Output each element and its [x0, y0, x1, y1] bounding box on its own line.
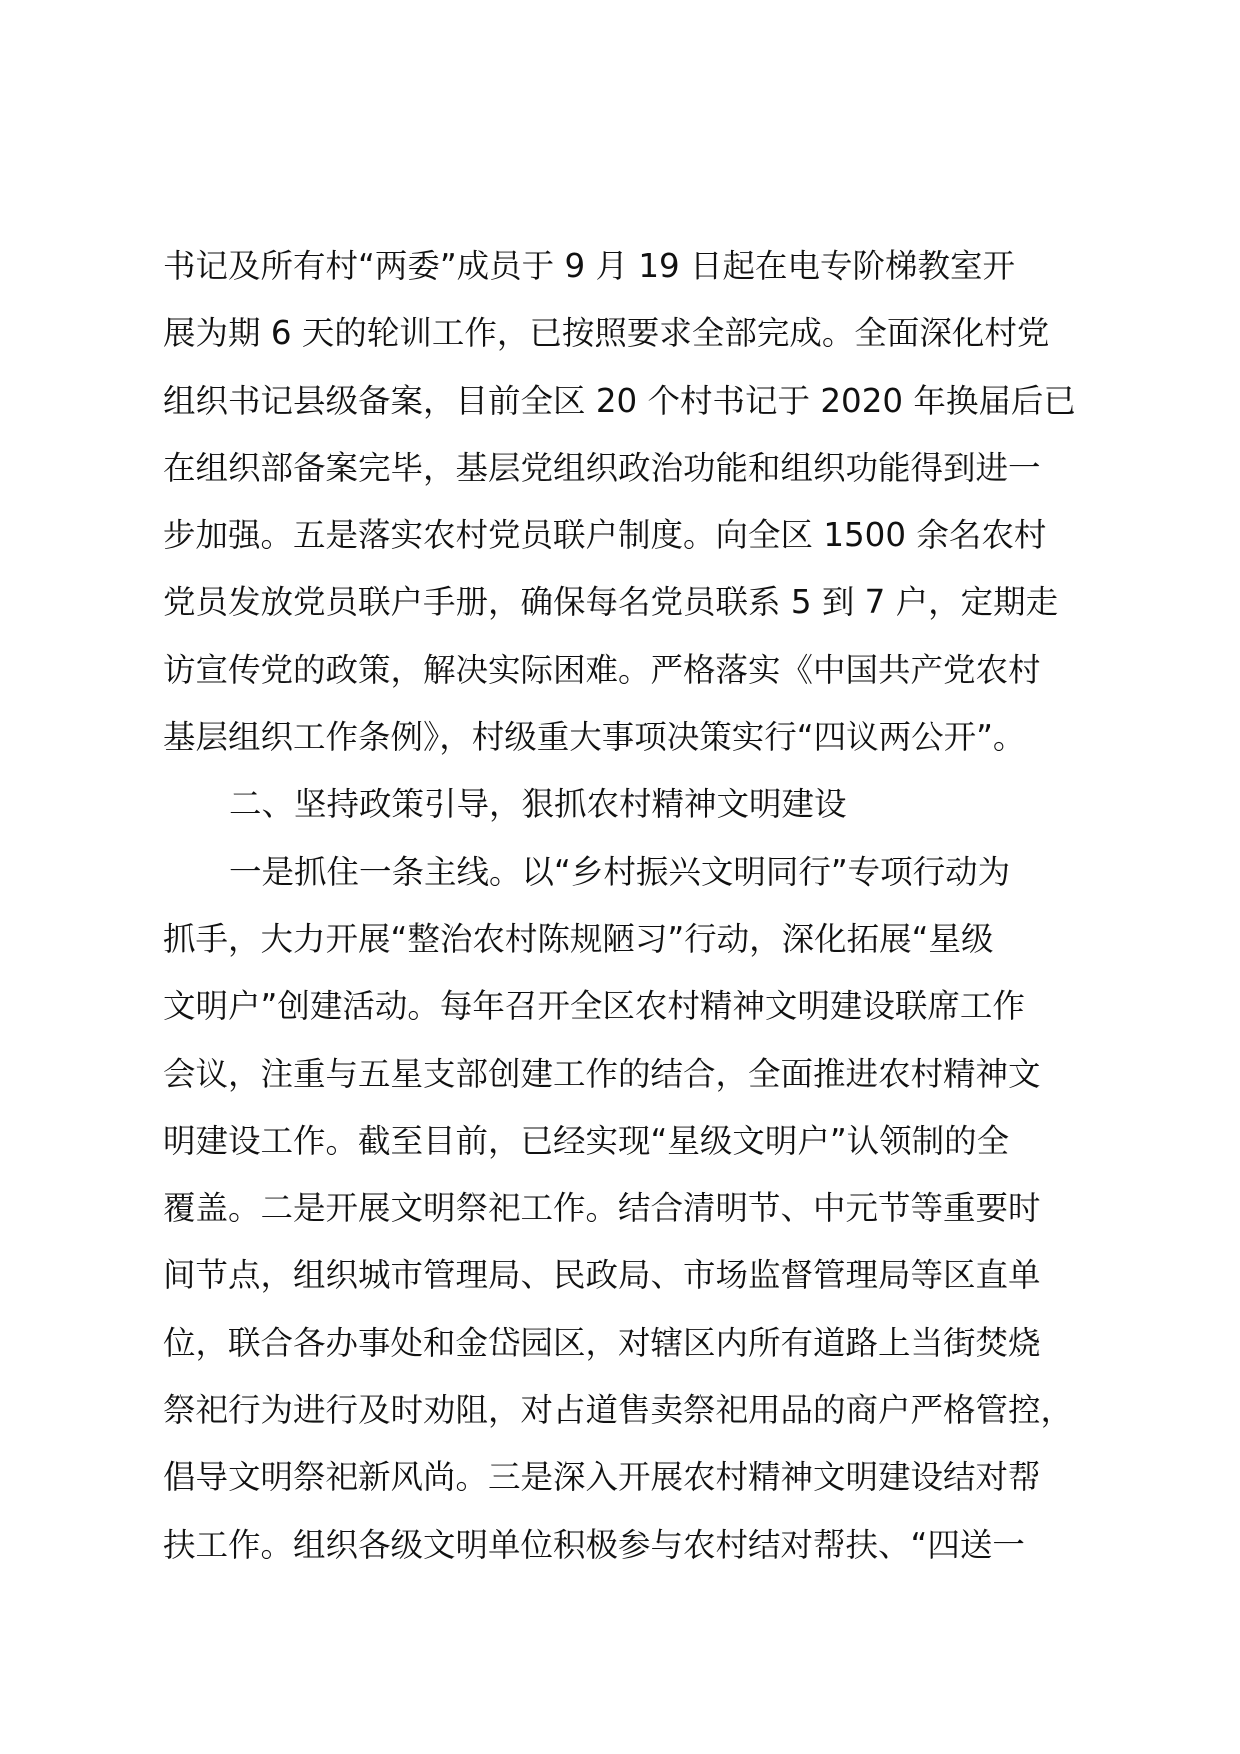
text-line: 会议，注重与五星支部创建工作的结合，全面推进农村精神文 — [163, 1054, 1041, 1093]
text-line: 访宣传党的政策，解决实际困难。严格落实《中国共产党农村 — [163, 650, 1041, 689]
text-line: 组织书记县级备案，目前全区 20 个村书记于 2020 年换届后已 — [163, 381, 1076, 420]
text-line: 步加强。五是落实农村党员联户制度。向全区 1500 余名农村 — [163, 516, 1047, 555]
text-line: 书记及所有村“两委”成员于 9 月 19 日起在电专阶梯教室开 — [163, 247, 1016, 285]
text-line: 覆盖。二是开展文明祭祀工作。结合清明节、中元节等重要时 — [163, 1189, 1041, 1228]
text-line: 明建设工作。截至目前，已经实现“星级文明户”认领制的全 — [163, 1121, 1010, 1160]
text-line: 文明户”创建活动。每年召开全区农村精神文明建设联席工作 — [163, 987, 1025, 1026]
text-line: 间节点，组织城市管理局、民政局、市场监督管理局等区直单 — [163, 1256, 1041, 1295]
text-line: 展为期 6 天的轮训工作，已按照要求全部完成。全面深化村党 — [163, 314, 1050, 353]
text-line: 祭祀行为进行及时劝阻，对占道售卖祭祀用品的商户严格管控， — [163, 1391, 1074, 1430]
text-line: 基层组织工作条例》，村级重大事项决策实行“四议两公开”。 — [163, 718, 1026, 757]
section-heading: 二、坚持政策引导，狠抓农村精神文明建设 — [229, 785, 847, 824]
text-line: 在组织部备案完毕，基层党组织政治功能和组织功能得到进一 — [163, 448, 1041, 487]
text-line: 位，联合各办事处和金岱园区，对辖区内所有道路上当街焚烧 — [163, 1323, 1041, 1362]
text-line: 抓手，大力开展“整治农村陈规陋习”行动，深化拓展“星级 — [163, 919, 994, 958]
text-line: 党员发放党员联户手册，确保每名党员联系 5 到 7 户，定期走 — [163, 583, 1059, 622]
paragraph-first-line: 一是抓住一条主线。以“乡村振兴文明同行”专项行动为 — [229, 852, 1011, 891]
body-text — [163, 233, 1083, 1579]
text-line: 扶工作。组织各级文明单位积极参与农村结对帮扶、“四送一 — [163, 1525, 1025, 1564]
text-line: 倡导文明祭祀新风尚。三是深入开展农村精神文明建设结对帮 — [163, 1458, 1041, 1497]
